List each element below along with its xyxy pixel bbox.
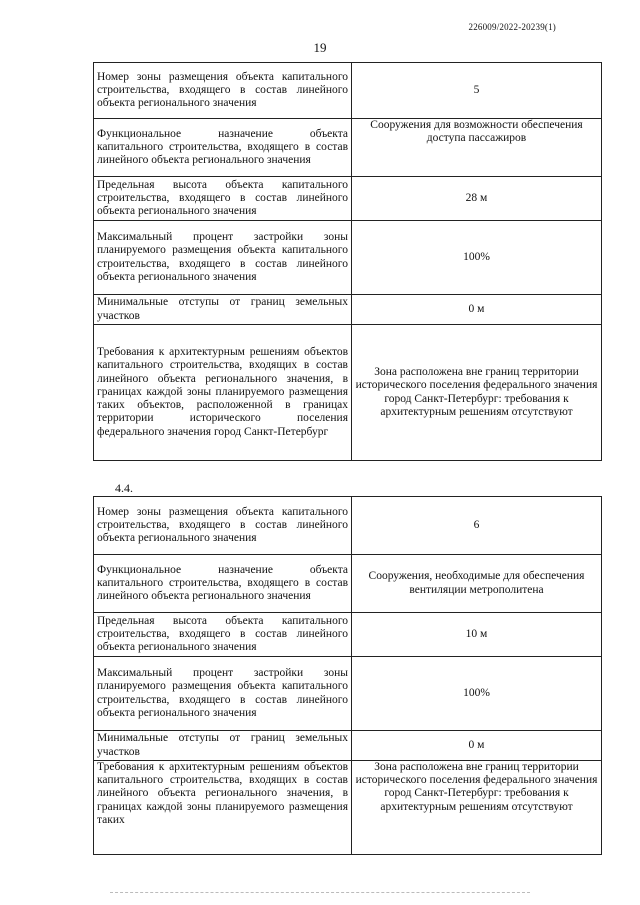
row-value-max-height: 28 м bbox=[352, 177, 602, 221]
table-row bbox=[94, 657, 602, 731]
zone-6-parameters-table bbox=[93, 496, 602, 855]
row-value-zone-number: 6 bbox=[352, 497, 602, 555]
row-value-min-setbacks: 0 м bbox=[352, 295, 602, 325]
table-row bbox=[94, 613, 602, 657]
row-value-max-height: 10 м bbox=[352, 613, 602, 657]
page-number: 19 bbox=[313, 40, 327, 55]
row-value-architectural-requirements: Зона расположена вне границ территории исторического поселения федерального значения город Санкт-Петербург: требования к архитектурным решениям отсутствуют bbox=[352, 761, 602, 855]
row-label-min-setbacks: Минимальные отступы от границ земельных участков bbox=[94, 731, 352, 761]
row-label-max-building-percent: Максимальный процент застройки зоны планируемого размещения объекта капитального строительства, входящего в состав линейного объекта регионального значения bbox=[94, 657, 352, 731]
scan-edge-artifact bbox=[110, 892, 530, 897]
row-value-functional-purpose: Сооружения для возможности обеспечения доступа пассажиров bbox=[352, 119, 602, 177]
row-value-max-building-percent: 100% bbox=[352, 221, 602, 295]
table-row bbox=[94, 63, 602, 119]
row-value-architectural-requirements: Зона расположена вне границ территории исторического поселения федерального значения город Санкт-Петербург: требования к архитектурным решениям отсутствуют bbox=[352, 325, 602, 461]
row-label-max-building-percent: Максимальный процент застройки зоны планируемого размещения объекта капитального строительства, входящего в состав линейного объекта регионального значения bbox=[94, 221, 352, 295]
zone-5-parameters-table bbox=[93, 62, 602, 461]
row-label-functional-purpose: Функциональное назначение объекта капитального строительства, входящего в состав линейного объекта регионального значения bbox=[94, 119, 352, 177]
table-row bbox=[94, 731, 602, 761]
table-row bbox=[94, 295, 602, 325]
table-row bbox=[94, 497, 602, 555]
row-label-zone-number: Номер зоны размещения объекта капитального строительства, входящего в состав линейного объекта регионального значения bbox=[94, 63, 352, 119]
row-label-functional-purpose: Функциональное назначение объекта капитального строительства, входящего в состав линейного объекта регионального значения bbox=[94, 555, 352, 613]
table-row bbox=[94, 177, 602, 221]
row-label-max-height: Предельная высота объекта капитального строительства, входящего в состав линейного объекта регионального значения bbox=[94, 613, 352, 657]
row-value-max-building-percent: 100% bbox=[352, 657, 602, 731]
table-row bbox=[94, 555, 602, 613]
row-label-architectural-requirements: Требования к архитектурным решениям объектов капитального строительства, входящих в состав линейного объекта регионального значения, в границах каждой зоны планируемого размещения таких bbox=[94, 761, 352, 855]
row-label-max-height: Предельная высота объекта капитального строительства, входящего в состав линейного объекта регионального значения bbox=[94, 177, 352, 221]
row-label-zone-number: Номер зоны размещения объекта капитального строительства, входящего в состав линейного объекта регионального значения bbox=[94, 497, 352, 555]
row-value-functional-purpose: Сооружения, необходимые для обеспечения вентиляции метрополитена bbox=[352, 555, 602, 613]
section-number: 4.4. bbox=[115, 481, 133, 495]
document-registration-number: 226009/2022-20239(1) bbox=[468, 22, 556, 32]
row-label-architectural-requirements: Требования к архитектурным решениям объектов капитального строительства, входящих в состав линейного объекта регионального значения, в границах каждой зоны планируемого размещения таких объектов, расположенной в границах территории исторического поселения федерального значения город Санкт-Петербург bbox=[94, 325, 352, 461]
table-row bbox=[94, 761, 602, 855]
row-value-zone-number: 5 bbox=[352, 63, 602, 119]
table-row bbox=[94, 119, 602, 177]
row-value-min-setbacks: 0 м bbox=[352, 731, 602, 761]
table-row bbox=[94, 221, 602, 295]
row-label-min-setbacks: Минимальные отступы от границ земельных участков bbox=[94, 295, 352, 325]
table-row bbox=[94, 325, 602, 461]
